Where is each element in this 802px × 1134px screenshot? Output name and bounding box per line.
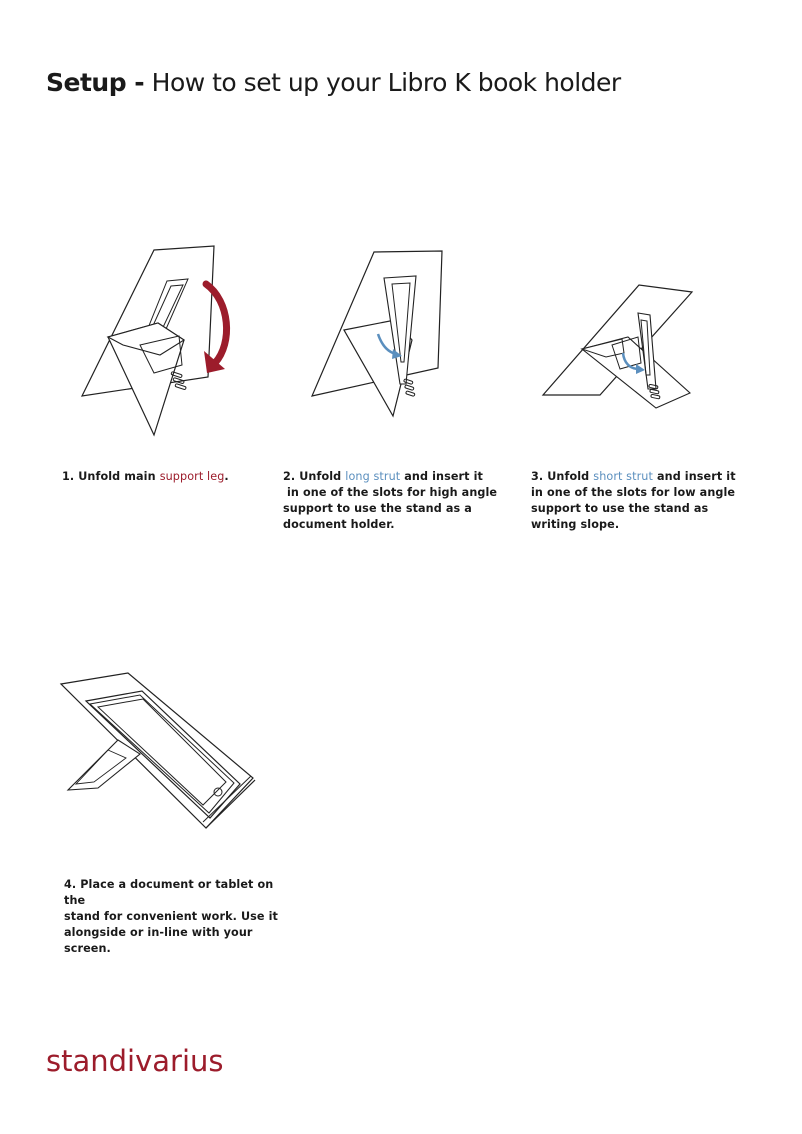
step-3-highlight: short strut xyxy=(593,470,653,483)
step-4-caption xyxy=(64,877,294,957)
step-2-number: 2. xyxy=(283,470,296,483)
step-3-number: 3. xyxy=(531,470,544,483)
step-1-illustration xyxy=(80,245,240,440)
step-4-line-2: stand for convenient work. Use it xyxy=(64,910,278,923)
step-3-text-before: Unfold xyxy=(547,470,590,483)
title-prefix: Setup - xyxy=(46,68,145,97)
step-3-line-3: support to use the stand as xyxy=(531,502,709,515)
stand-short-strut-drawing xyxy=(540,283,695,408)
stand-long-strut-drawing xyxy=(310,250,445,420)
title-rest: How to set up your Libro K book holder xyxy=(151,68,621,97)
step-1-text-after: . xyxy=(224,470,229,483)
step-2-highlight: long strut xyxy=(345,470,401,483)
step-4-line-3: alongside or in-line with your screen. xyxy=(64,926,253,955)
step-2-line-1 xyxy=(283,469,503,485)
step-1-caption xyxy=(62,469,262,485)
step-1-highlight: support leg xyxy=(159,470,225,483)
step-4-illustration xyxy=(58,670,258,835)
step-2-text-after: and insert it xyxy=(404,470,483,483)
step-4-line-1 xyxy=(64,877,294,909)
step-3-line-1 xyxy=(531,469,751,485)
step-4-text-1: Place a document or tablet on the xyxy=(64,878,274,907)
step-3-line-4: writing slope. xyxy=(531,518,620,531)
step-1-number: 1. xyxy=(62,470,75,483)
page-title xyxy=(46,68,621,97)
brand-logo: standivarius xyxy=(46,1044,224,1078)
step-3-text-after: and insert it xyxy=(656,470,736,483)
step-2-text-before: Unfold xyxy=(299,470,342,483)
step-2-line-3: support to use the stand as a xyxy=(283,502,472,515)
step-3-caption xyxy=(531,469,751,533)
step-2-illustration xyxy=(310,250,445,420)
step-2-caption xyxy=(283,469,503,533)
step-2-line-4: document holder. xyxy=(283,518,395,531)
step-3-line-2: in one of the slots for low angle xyxy=(531,486,736,499)
step-4-number: 4. xyxy=(64,878,77,891)
step-3-illustration xyxy=(540,283,695,408)
step-1-text-before: Unfold main xyxy=(78,470,156,483)
stand-unfold-leg-drawing xyxy=(80,245,240,440)
stand-with-tablet-drawing xyxy=(58,670,258,835)
step-2-line-2: in one of the slots for high angle xyxy=(283,486,498,499)
